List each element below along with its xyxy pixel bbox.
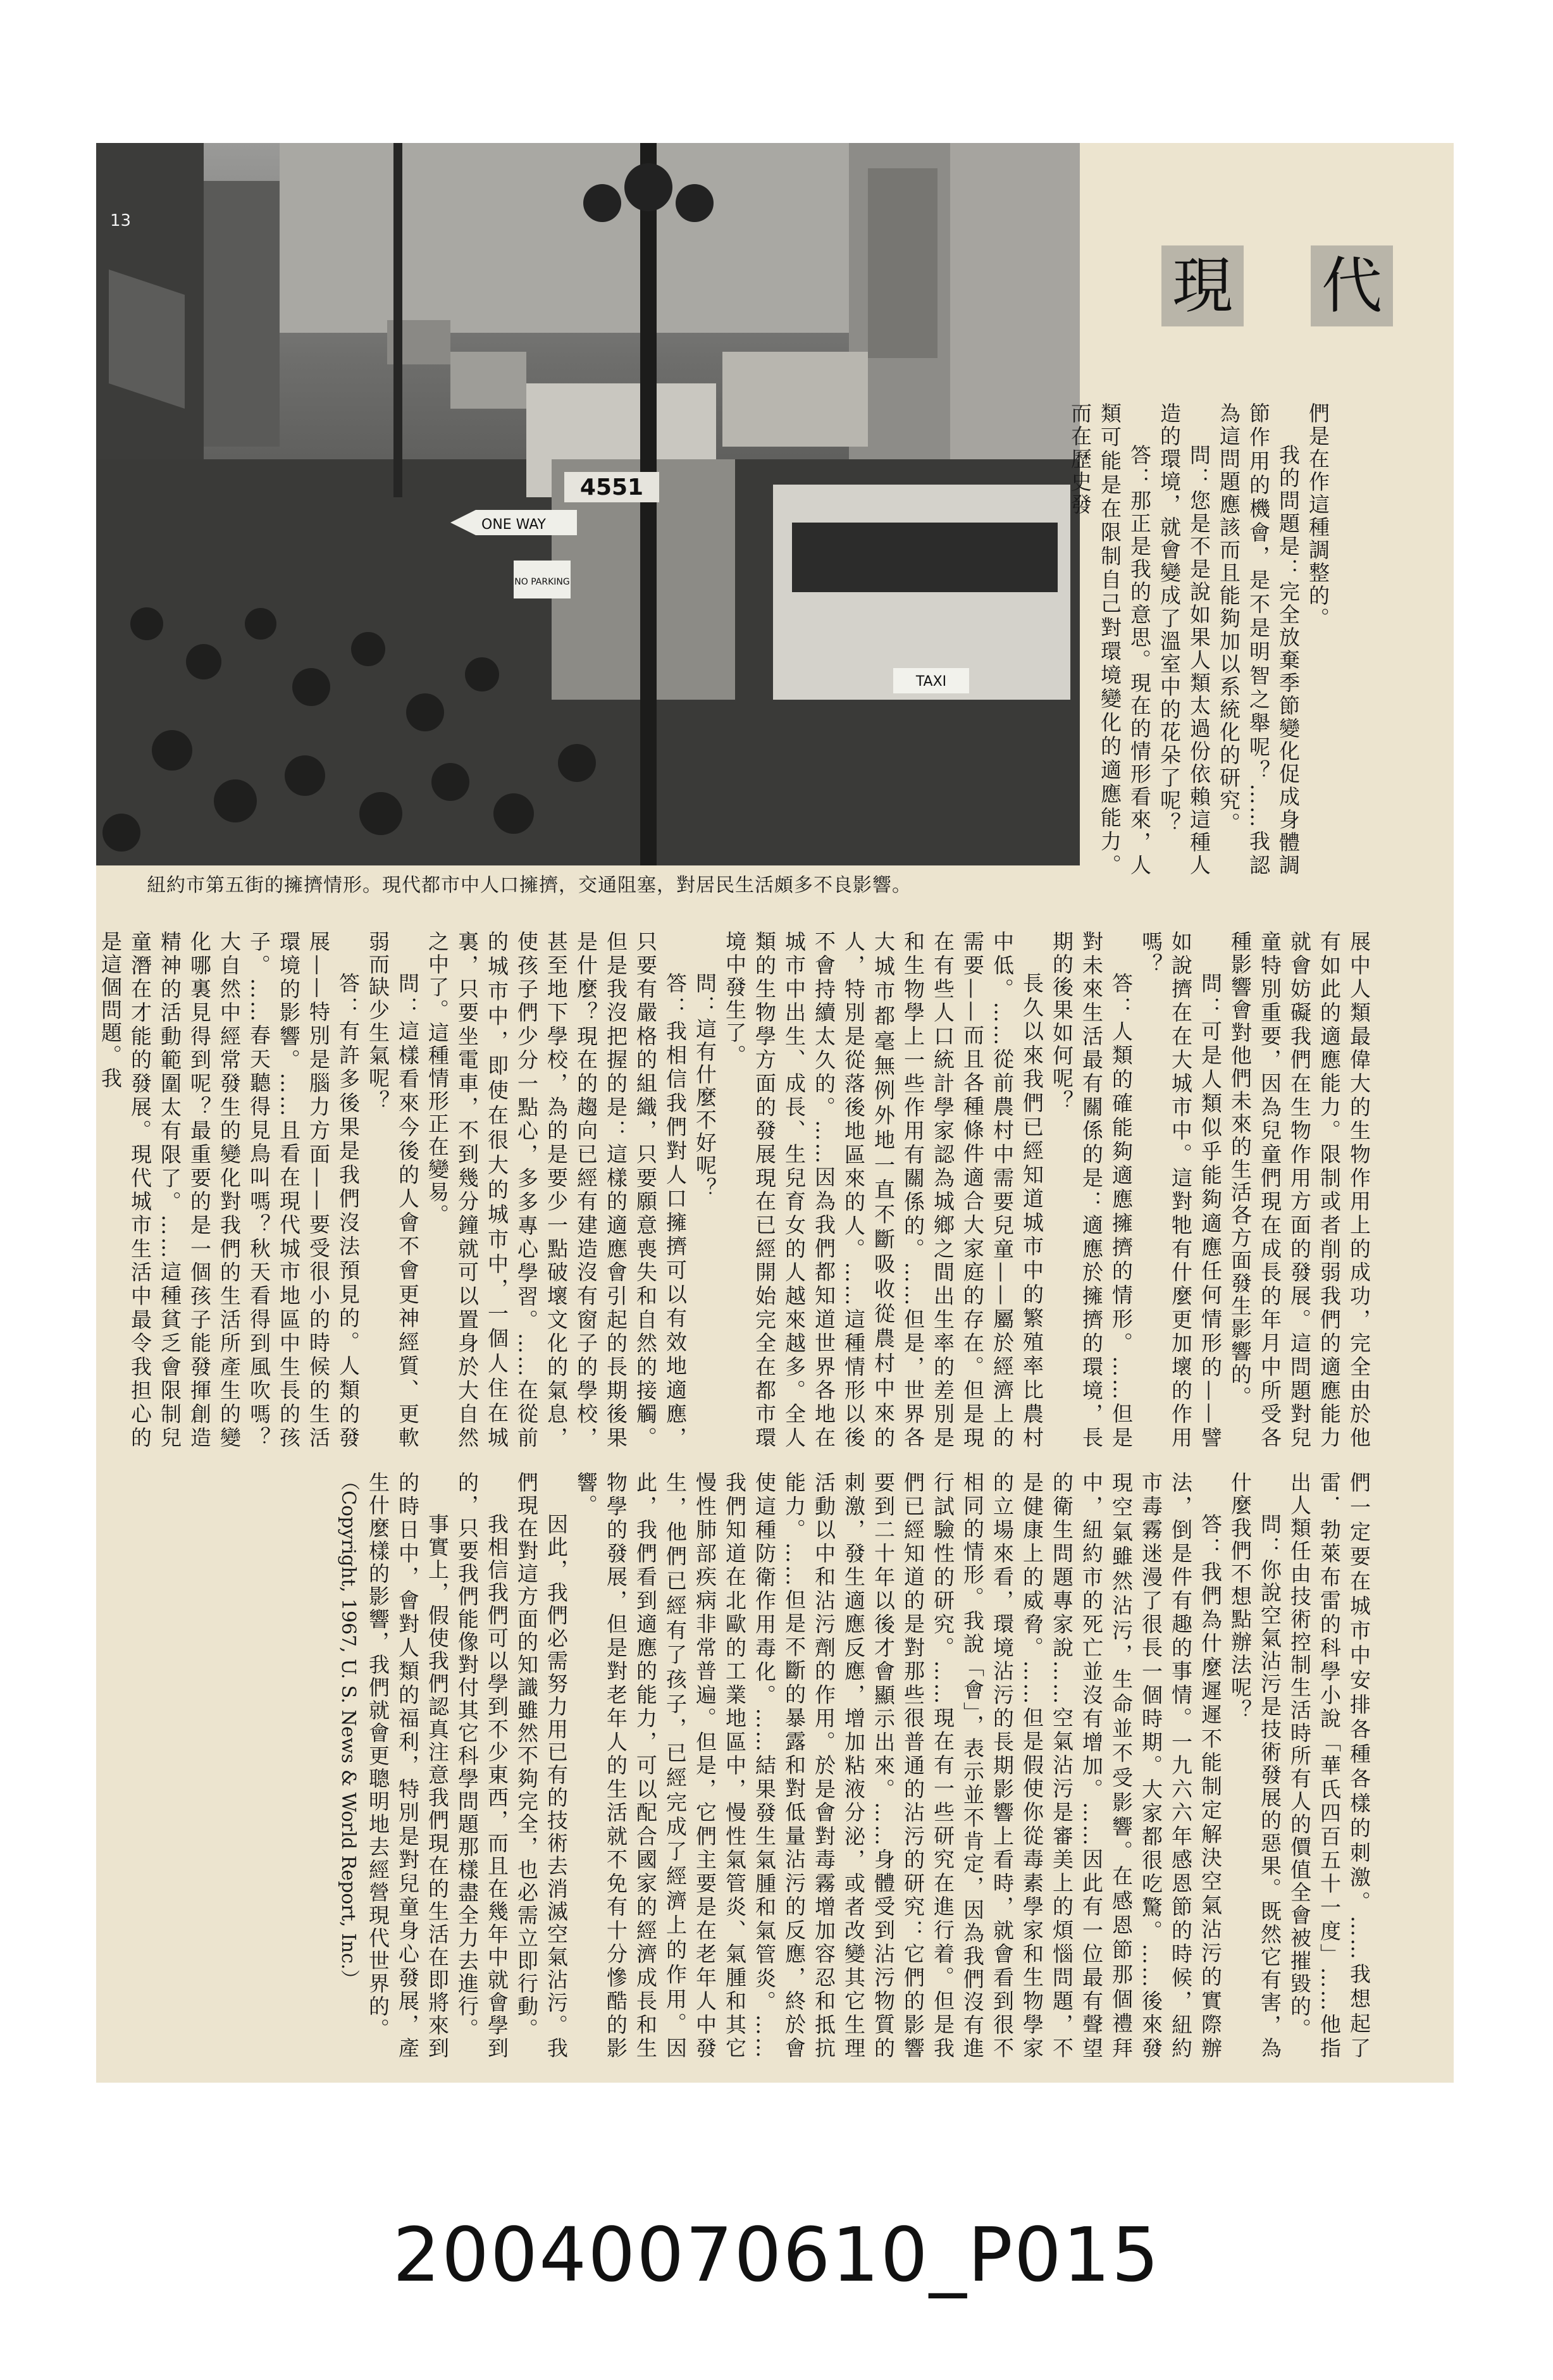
photo-caption: 紐約市第五街的擁擠情形。現代都市中人口擁擠，交通阻塞，對居民生活頗多不良影響。 [147,874,912,896]
paragraph: 我相信我們可以學到不少東西，而且在幾年中就會學到的，只要我們能像對付其它科學問題那樣盡全力去進行。 [455,1472,509,2060]
one-way-sign: ONE WAY [481,517,546,533]
bus-number-sign: 4551 [579,474,644,500]
paragraph: 事實上，假使我們認真注意我們現在的生活在即將來到的時日中，會對人類的福利，特別是對兒童身心發展，產生什麼樣的影響，我們就會更聰明地去經營現代世界的。 [366,1472,450,2060]
paragraph: 答：我相信我們對人口擁擠可以有效地適應，只要有嚴格的組織，只要願意喪失和自然的接觸。但是我沒把握的是：這樣的適應會引起的長期後果是什麼？現在的趨向已經有建造沒有窗子的學校，甚至地下學校，為的是要少一點破壞文化的氣息，使孩子們少分一點心，多多專心學習。……在從前的城市中，即使在很大的城市中，一個人住在城裏，只要坐電車，不到幾分鐘就可以置身於大自然之中了。這種情形正在變易。 [425,931,688,1449]
title-char-1: 代 [1311,245,1393,326]
paragraph: 展中人類最偉大的生物作用上的成功，完全由於他有如此的適應能力。限制或者削弱我們的適應能力就會妨礙我們在生物作用方面的發展。這問題對兒童特別重要，因為兒童們現在成長的年月中所受各種影響會對他們未來的生活各方面發生影響的。 [1228,931,1371,1449]
upper-text-column [1068,402,1333,877]
lower-text-column-right [98,931,1374,1449]
paragraph: 答：我們為什麼遲遲不能制定解決空氣沾污的實際辦法，倒是件有趣的事情。一九六六年感恩節的時候，紐約市毒霧迷漫了很長一個時期。大家都很吃驚。……後來發現空氣雖然沾污，生命並不受影響。在感恩節那個禮拜中，紐約市的死亡並沒有增加。……因此有一位最有聲望的衛生問題專家說……空氣沾污是審美上的煩惱問題，不是健康上的威脅。……但是假使你從毒素學家和生物學家的立場來看，環境沾污的長期影響上看時，就會看到很不相同的情形。我說「會」，表示並不肯定，因為我們沒有進行試驗性的研究。……現在有一些研究在進行着。但是我們已經知道的是對那些很普通的沾污的研究：它們的影響要到二十年以後才會顯示出來。……身體受到沾污物質的刺激，發生適應反應，增加粘液分泌，或者改變其它生理活動以中和沾污劑的作用。於是會對毒霧增加容忍和抵抗能力。……但是不斷的暴露和對低量沾污的反應，終於會使這種防衛作用毒化。……結果發生氣腫和氣管炎。……我們知道在北歐的工業地區中，慢性氣管炎、氣腫和其它慢性肺部疾病非常普遍。但是，它們主要是在老年人中發生，他們已經有了孩子，已經完成了經濟上的作用。因此，我們看到適應的能力，可以配合國家的經濟成長和生物學的發展，但是對老年人的生活就不免有十分慘酷的影響。 [574,1472,1223,2060]
taxi-sign: TAXI [915,674,947,690]
page-number: 13 [110,211,132,230]
paragraph: 問：你說空氣沾污是技術發展的惡果。既然它有害，為什麼我們不想點辦法呢？ [1228,1472,1282,2060]
title-char-2: 現 [1161,245,1244,326]
paragraph: 我的問題是：完全放棄季節變化促成身體調節作用的機會，是不是明智之舉呢？……我認為這問題應該而且能夠加以系統化的研究。 [1216,402,1301,877]
magazine-page [96,143,1454,2083]
paragraph: 答：那正是我的意思。現在的情形看來，人類可能是在限制自己對環境變化的適應能力。而在歷史發 [1068,402,1152,877]
paragraph: 答：人類的確能夠適應擁擠的情形。……但是對未來生活最有關係的是：適應於擁擠的環境，長期的後果如何呢？ [1049,931,1134,1449]
no-parking-sign: NO PARKING [514,577,570,587]
paragraph: 長久以來我們已經知道城市中的繁殖率比農村中低。……從前農村中需要兒童——屬於經濟上的需要——而且各種條件適合大家庭的存在。但是現在有些人口統計學家認為城鄉之間出生率的差別是和生物學上一些作用有關係的。……但是，世界各大城市都毫無例外地一直不斷吸收從農村中來的人，特別是從落後地區來的人。……這種情形以後不會持續太久的。……因為我們都知道世界各地在城市中出生、成長、生兒育女的人越來越多。全人類的生物學方面的發展現在已經開始完全在都市環境中發生了。 [722,931,1044,1449]
paragraph: 問：這有什麼不好呢？ [693,972,717,1200]
lower-text-column-bottom [134,1472,1374,2060]
copyright-notice: （Copyright, 1967, U. S. News & World Report, Inc.） [337,1472,359,1989]
street-photo-illustration [96,143,1080,865]
page-id-label: 20040070610_P015 [392,2211,1161,2298]
paragraph: 問：可是人類似乎能夠適應任何情形的——譬如說擠在在大城市中。這對牠有什麼更加壞的作用嗎？ [1139,931,1223,1449]
street-photo [96,143,1080,865]
paragraph: 問：這樣看來今後的人會不會更神經質、更軟弱而缺少生氣呢？ [366,931,420,1449]
paragraph: 問：您是不是說如果人類太過份依賴這種人造的環境，就會變成了溫室中的花朵了呢？ [1157,402,1211,877]
paragraph: 因此，我們必需努力用已有的技術去消滅空氣沾污。我們現在對這方面的知識雖然不夠完全，也必需立即行動。 [514,1472,569,2060]
paragraph: 們一定要在城市中安排各種各樣的刺激。……我想起了雷．勃萊布雷的科學小說「華氏四百五十一度」……他指出人類任由技術控制生活時所有人的價值全會被摧毀的。 [1287,1472,1371,2060]
paragraph: 們是在作這種調整的。 [1306,402,1330,630]
paragraph: 答：有許多後果是我們沒法預見的。人類的發展——特別是腦力方面——要受很小的時候的生活環境的影響。……且看在現代城市地區中生長的孩子。……春天聽得見鳥叫嗎？秋天看得到風吹嗎？大自然中經常發生的變化對我們的生活所產生的變化哪裏見得到呢？最重要的是一個孩子能發揮創造精神的活動範圍太有限了。……這種貧乏會限制兒童潛在才能的發展。現代城市生活中最令我担心的是這個問題。我 [98,931,361,1449]
